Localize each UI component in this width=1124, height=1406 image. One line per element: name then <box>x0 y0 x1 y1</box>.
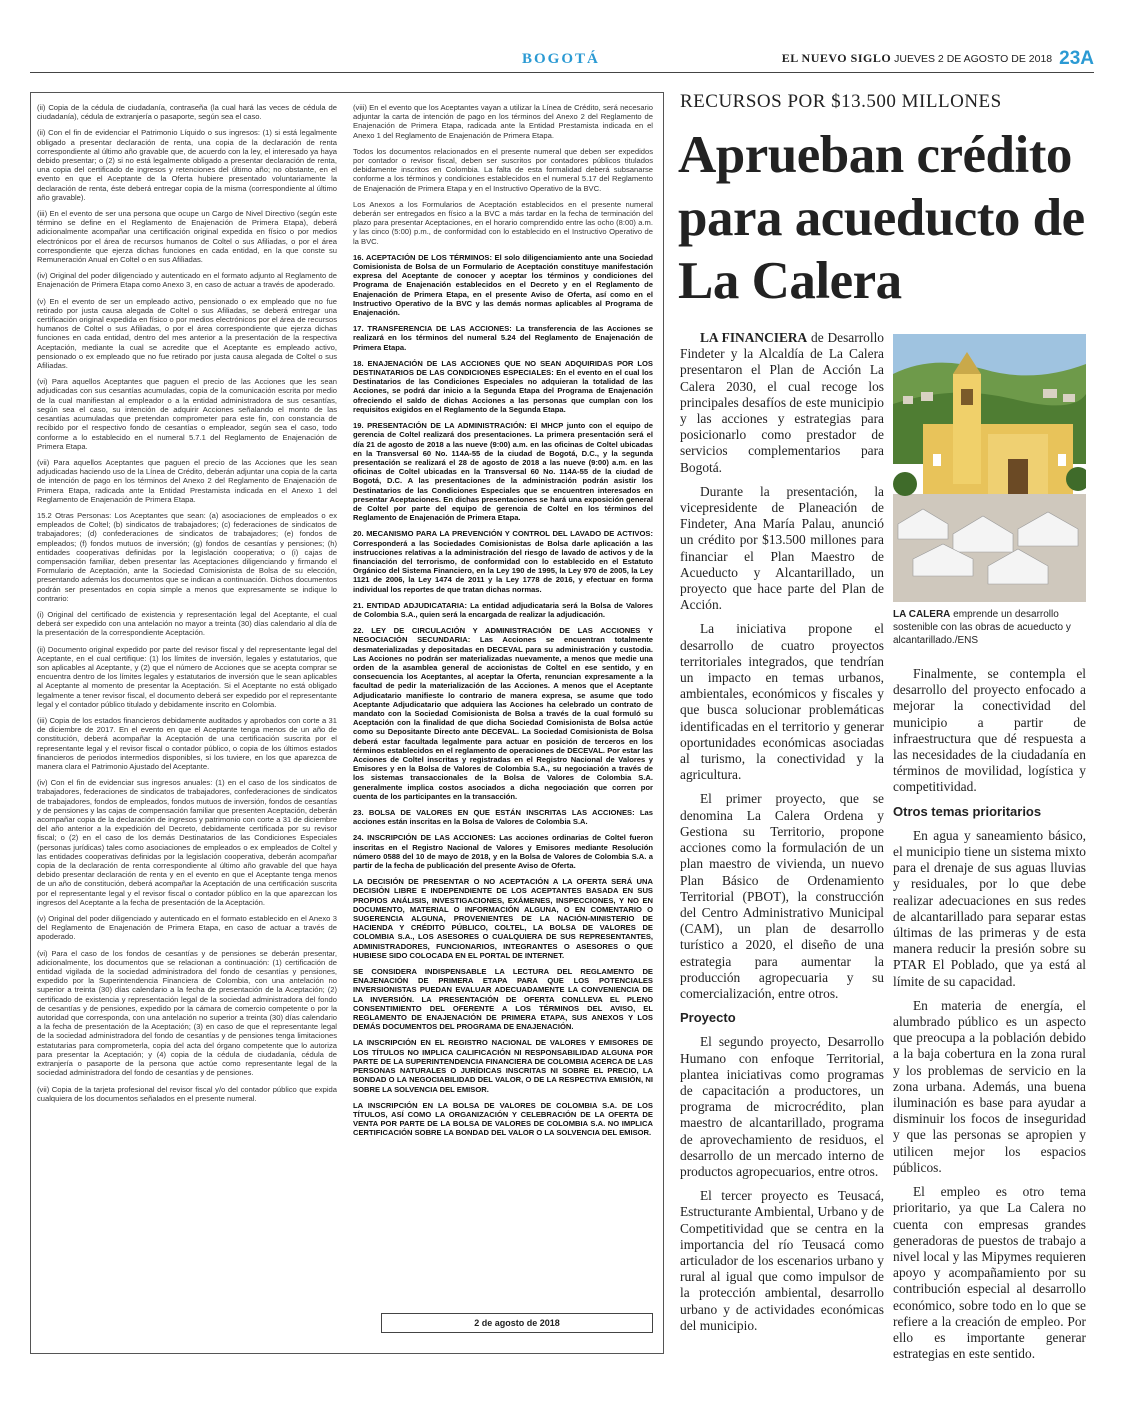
legal-paragraph: 22. LEY DE CIRCULACIÓN Y ADMINISTRACIÓN DE LAS ACCIONES Y NEGOCIACIÓN SECUNDARIA: Las Acciones se encuentran totalmente desmaterializadas y depositadas en DECEVAL para su administración y custodia. Las Acciones no podrán ser materializadas nuevamente, a menos que medie una orden de la asamblea general de accionistas de Coltel en ese sentido, y en consecuencia los Aceptantes, al aceptar la Oferta, renuncian expresamente a la facultad de pedir la materialización de las Acciones. A menos que el Aceptante Adjudicatario manifieste lo contrario de manera expresa, se asume que todo Aceptante Adjudicatario que adquiera las Acciones ha celebrado un contrato de mandato con la Sociedad Comisionista de Bolsa a través de la cual formuló su Aceptación con la finalidad de que dicha Sociedad Comisionista de Bolsa actúe como su Depositante Directo ante DECEVAL. La Sociedad Comisionista de Bolsa deberá estar facultada legalmente para actuar en posición de terceros en los términos establecidos en el reglamento de operaciones de DECEVAL. Por estar las Acciones de Coltel inscritas y registradas en el Registro Nacional de Valores y Emisores y en la Bolsa de Valores de Colombia S.A., su negociación a través de los sistemas transaccionales de la Bolsa de Valores de Colombia S.A. generalmente implica costos asociados a dicha negociación que corren por cuenta de los participantes en la transacción. <box>353 626 653 801</box>
legal-paragraph: Todos los documentos relacionados en el presente numeral que deben ser expedidos por contador o revisor fiscal, deben ser suscritos por contadores públicos titulados debidamente inscritos en Colombia. La falta de esta formalidad deberá subsanarse conforme a los términos y condiciones establecidos en el numeral 5.17 del Reglamento de Enajenación de Primera Etapa y en el Instructivo Operativo de la BVC. <box>353 146 653 193</box>
caption-text: emprende un desarrollo sostenible con las obras de acueducto y alcantarillado./ENS <box>893 609 1071 646</box>
legal-paragraph: 23. BOLSA DE VALORES EN QUE ESTÁN INSCRITAS LAS ACCIONES: Las acciones están inscritas en la Bolsa de Valores de Colombia S.A. <box>353 808 653 827</box>
subhead-proyecto: Proyecto <box>680 1010 736 1026</box>
article-paragraph: Durante la presentación, la vicepresidente de Planeación de Findeter, Ana María Palau, anunció un crédito por $13.500 millones para financiar el Plan Maestro de Acueducto y Alcantarillado, un proyecto que hace parte del Plan de Acción. <box>680 483 884 613</box>
article-paragraph: El primer proyecto, que se denomina La Calera Ordena y Gestiona su Territorio, propone acciones como la formulación de un plan maestro de vivienda, un nuevo Plan Básico de Ordenamiento Territorial (PBOT), la construcción del Centro Administrativo Municipal (CAM), un plan de desarrollo turístico a 2020, el diseño de una estrategia para aumentar la producción agropecuaria y su comercialización, entre otros. <box>680 791 884 1001</box>
article-paragraph: La iniciativa propone el desarrollo de cuatro proyectos territoriales integrados, que tendrían un impacto en temas urbanos, ambientales, económicos y fiscales y que busca solucionar problemáticas identificadas en el territorio y generar oportunidades económicas asociadas al turismo, la conectividad y la agricultura. <box>680 621 884 783</box>
article-photo <box>893 334 1086 602</box>
legal-paragraph: (v) Original del poder diligenciado y autenticado en el formato establecido en el Anexo 3 del Reglamento de Enajenación de Primera Etapa, en caso de actuar a través de apoderado. <box>37 914 337 942</box>
caption-lead: LA CALERA <box>893 609 951 620</box>
article-column-2 <box>893 666 1086 1370</box>
legal-paragraph: 19. PRESENTACIÓN DE LA ADMINISTRACIÓN: El MHCP junto con el equipo de gerencia de Coltel realizará dos presentaciones. La primera presentación será el día 21 de agosto de 2018 a las nueve (9:00) a.m. en las oficinas de Coltel ubicadas en la Transversal 60 No. 114A-55 de la ciudad de Bogotá, D.C., y la segunda presentación se realizará el 28 de agosto de 2018 a las nueve (9:00) a.m. en las oficinas de Coltel ubicadas en la Transversal 60 No. 114A-55 de la ciudad de Bogotá, D.C. A las presentaciones de la administración podrán asistir los Destinatarios de las Condiciones Especiales que se encuentren interesados en presentar Aceptaciones. En dichas presentaciones se hará una exposición general de Coltel por parte del equipo de gerencia de Coltel en los términos del Reglamento de Enajenación de Primera Etapa. <box>353 421 653 523</box>
legal-paragraph: (vi) Para aquellos Aceptantes que paguen el precio de las Acciones que les sean adjudicadas con sus cesantías acumuladas, copia de la comunicación escrita por medio de la cual manifiestan al empleador o a la entidad administradora de sus cesantías, según sea el caso, su intención de adquirir Acciones señalando el monto de las cesantías acumuladas que pretendan comprometer para este fin, con constancia de recibido por el respectivo fondo de cesantías o empleador, según sea el caso, todo conforme a lo establecido en el numeral 5.7.1 del Reglamento de Enajenación de Primera Etapa. <box>37 377 337 451</box>
legal-notice <box>30 92 664 1354</box>
legal-paragraph: 21. ENTIDAD ADJUDICATARIA: La entidad adjudicataria será la Bolsa de Valores de Colombia S.A., quien será la encargada de realizar la adjudicación. <box>353 600 653 619</box>
article-paragraph: En materia de energía, el alumbrado público es un aspecto que preocupa a la población debido a la baja cobertura en la zona rural y los problemas de servicio en la zona urbana. Además, una buena iluminación es base para ayudar a disminuir los focos de inseguridad y que las personas se apropien y utilicen mejor los espacios públicos. <box>893 997 1086 1175</box>
masthead-info <box>782 48 1094 70</box>
legal-paragraph: LA INSCRIPCIÓN EN LA BOLSA DE VALORES DE COLOMBIA S.A. DE LOS TÍTULOS, ASÍ COMO LA ORGANIZACIÓN Y CELEBRACIÓN DE LA OFERTA DE VENTA POR PARTE DE LA BOLSA DE VALORES DE COLOMBIA S.A. NO IMPLICA CERTIFICACIÓN SOBRE LA BONDAD DEL VALOR O LA SOLVENCIA DEL EMISOR. <box>353 1100 653 1138</box>
legal-paragraph: (i) Original del certificado de existencia y representación legal del Aceptante, el cual deberá ser expedido con una antelación no mayor a treinta (30) días calendario al día de la presentación de la correspondiente Aceptación. <box>37 609 337 638</box>
subhead-otros-temas: Otros temas prioritarios <box>893 803 1042 819</box>
legal-paragraph: 17. TRANSFERENCIA DE LAS ACCIONES: La transferencia de las Acciones se realizará en los términos del numeral 5.24 del Reglamento de Enajenación de Primera Etapa. <box>353 324 653 352</box>
legal-paragraph: (ii) Copia de la cédula de ciudadanía, contraseña (la cual hará las veces de cédula de ciudadanía), cédula de extranjería o pasaporte, según sea el caso. <box>37 103 337 122</box>
article-kicker: RECURSOS POR $13.500 MILLONES <box>680 91 1002 112</box>
issue-date: JUEVES 2 DE AGOSTO DE 2018 <box>894 53 1053 65</box>
legal-column-1 <box>37 103 337 1110</box>
legal-paragraph: (iii) En el evento de ser una persona que ocupe un Cargo de Nivel Directivo (según este término se define en el Reglamento de Enajenación de Primera Etapa), deberá adicionalmente acompañar una certificación original expedida en físico o por medios electrónicos por el área de recursos humanos de Coltel o sus Afiliadas, o por el área correspondiente que ejerza dichas funciones en cada entidad, en la que conste su Remuneración Anual en Coltel o en sus Afiliadas. <box>37 209 337 265</box>
legal-paragraph: 20. MECANISMO PARA LA PREVENCIÓN Y CONTROL DEL LAVADO DE ACTIVOS: Corresponderá a las Sociedades Comisionistas de Bolsa darle aplicación a las instrucciones relativas a la administración del riesgo de lavado de activos y de la financiación del terrorismo, de conformidad con lo establecido en el Estatuto Orgánico del Sistema Financiero, en la Ley 190 de 1995, la Ley 970 de 2005, la Ley 1121 de 2006, la Ley 1474 de 2011 y la Ley 1778 de 2016, y efectuar en forma individual los reportes de que tratan dichas normas. <box>353 529 653 594</box>
header-rule <box>30 72 1094 73</box>
legal-paragraph: 15.2 Otras Personas: Los Aceptantes que sean: (a) asociaciones de empleados o ex empleados de Coltel; (b) sindicatos de trabajadores; (c) federaciones de sindicatos de trabajadores; (d) confederaciones de sindicatos de trabajadores; (e) fondos de empleados; (f) fondos mutuos de inversión; (g) fondos de cesantías y pensiones; (h) entidades cooperativas definidas por la legislación cooperativa; o (i) cajas de compensación familiar, deben presentar las Aceptaciones diligenciando y firmando el Formulario de Aceptación, ante la Sociedad Comisionista de Bolsa de su elección, presentando además los documentos que se indican a continuación. Dichos documentos podrán ser presentados en copia simple a menos que expresamente se indique lo contrario: <box>37 510 337 603</box>
legal-paragraph: (vii) Copia de la tarjeta profesional del revisor fiscal y/o del contador público que expida cualquiera de los documentos señalados en el presente numeral. <box>37 1084 337 1103</box>
legal-paragraph: LA INSCRIPCIÓN EN EL REGISTRO NACIONAL DE VALORES Y EMISORES DE LOS TÍTULOS NO IMPLICA CALIFICACIÓN NI RESPONSABILIDAD ALGUNA POR PARTE DE LA SUPERINTENDENCIA FINANCIERA DE COLOMBIA ACERCA DE LAS PERSONAS NATURALES O JURÍDICAS INSCRITAS NI SOBRE EL PRECIO, LA BONDAD O LA NEGOCIABILIDAD DEL VALOR, O DE LA RESPECTIVA EMISIÓN, NI SOBRE LA SOLVENCIA DEL EMISOR. <box>353 1038 653 1094</box>
legal-paragraph: (iv) Original del poder diligenciado y autenticado en el formato adjunto al Reglamento de Enajenación de Primera Etapa como Anexo 3, en caso de actuar a través de apoderado. <box>37 271 337 290</box>
legal-column-2 <box>353 103 653 1145</box>
page-header <box>30 45 1094 77</box>
page-number: 23A <box>1059 48 1094 69</box>
legal-paragraph: 16. ACEPTACIÓN DE LOS TÉRMINOS: El solo diligenciamiento ante una Sociedad Comisionista de Bolsa de un Formulario de Aceptación constituye manifestación expresa del Aceptante de conocer y aceptar los términos y condiciones del Programa de Enajenación establecidos en el Decreto y en el Reglamento de Enajenación de Primera Etapa, en el presente Aviso de Oferta, así como en el Instructivo Operativo de la BVC y las demás normas aplicables al Programa de Enajenación. <box>353 252 653 318</box>
legal-paragraph: (vi) Para el caso de los fondos de cesantías y de pensiones se deberán presentar, adicionalmente, los documentos que se relacionan a continuación: (1) certificación de entidad vigilada de la sociedad administradora del fondo de cesantías y pensiones, expedido por la Superintendencia Financiera de Colombia, con una antelación no superior a treinta (30) días calendario a la fecha de presentación de la Aceptación; (2) certificado de existencia y representación legal de la sociedad administradora del fondo de cesantías y de pensiones, expedido por la cámara de comercio competente o por la autoridad que corresponda, con una antelación no superior a treinta (30) días calendario a la fecha de presentación de la Aceptación; (3) en caso de que el representante legal de la sociedad administradora del fondo de cesantías y de pensiones tenga limitaciones estatutarias para comprometerla, copia del acta del órgano competente que lo autoriza para presentar la Aceptación; y (4) copia de la cédula de ciudadanía, cédula de extranjería o pasaporte de la persona que actúe como representante legal de la sociedad administradora del fondo de cesantías y de pensiones. <box>37 948 337 1078</box>
article-paragraph: En agua y saneamiento básico, el municipio tiene un sistema mixto para el drenaje de sus aguas lluvias y residuales, por lo que debe realizar adecuaciones en sus redes de alcantarillado para separar estas últimas de las primeras y de esta manera reducir la presión sobre su PTAR El Poblado, que ya está al límite de su capacidad. <box>893 827 1086 989</box>
legal-paragraph: (ii) Con el fin de evidenciar el Patrimonio Líquido o sus ingresos: (1) si está legalmente obligado a presentar declaración de renta, una copia de la declaración de renta correspondiente al último año gravable que, de acuerdo con la ley, el interesado ya haya debido presentar; o (2) si no está legalmente obligado a presentar declaración de renta, una copia del certificado de ingresos y retenciones del último año; no obstante, en el evento en que el Aceptante de la Oferta hubiere presentado voluntariamente la declaración de renta, éste deberá entregar copia de la misma (correspondiente al último año gravable). <box>37 128 337 202</box>
notice-date-box: 2 de agosto de 2018 <box>381 1313 653 1333</box>
article-paragraph: El segundo proyecto, Desarrollo Humano con enfoque Territorial, plantea iniciativas como programas de capacitación a productores, un programa de microcrédito, plan maestro de alcantarillado, programa de aprovechamiento de residuos, el desarrollo de un mercado interno de productos agropecuarios, entre otros. <box>680 1034 884 1179</box>
legal-paragraph: (vii) Para aquellos Aceptantes que paguen el precio de las Acciones que les sean adjudicadas haciendo uso de la Línea de Crédito, deberán adjuntar una copia de la carta de intención de pago en los términos del Anexo 2 del Reglamento de Enajenación de Primera Etapa, radicada ante la Entidad Prestamista indicada en el Anexo 1 del Reglamento de Enajenación de Primera Etapa. <box>37 457 337 504</box>
legal-paragraph: SE CONSIDERA INDISPENSABLE LA LECTURA DEL REGLAMENTO DE ENAJENACIÓN DE PRIMERA ETAPA PARA QUE LOS POTENCIALES INVERSIONISTAS PUEDAN EVALUAR ADECUADAMENTE LA CONVENIENCIA DE LA INVERSIÓN. LA PRESENTACIÓN DE OFERTA CONLLEVA EL PLENO CONSENTIMIENTO DEL OFERENTE A LOS TÉRMINOS DEL AVISO, EL REGLAMENTO DE ENAJENACIÓN DE PRIMERA ETAPA, SUS ANEXOS Y LOS DEMÁS DOCUMENTOS DEL PROGRAMA DE ENAJENACIÓN. <box>353 967 653 1032</box>
article-paragraph: El empleo es otro tema prioritario, ya que La Calera no cuenta con empresas grandes generadoras de puestos de trabajo a nivel local y las Mipymes requieren apoyo y acompañamiento por su contribución especial al desarrollo económico, sobre todo en lo que se refiere a la creación de empleo. Por ello es importante generar estrategias en este sentido. <box>893 1184 1086 1362</box>
newspaper-name: EL NUEVO SIGLO <box>781 51 892 65</box>
article-paragraph: El tercer proyecto es Teusacá, Estructurante Ambiental, Urbano y de Competitividad que se centra en la importancia del río Teusacá como articulador de los escenarios urbano y rural al igual que como impulsor de la protección ambiental, desarrollo urbano y de actividades económicas del municipio. <box>680 1188 884 1333</box>
legal-paragraph: LA DECISIÓN DE PRESENTAR O NO ACEPTACIÓN A LA OFERTA SERÁ UNA DECISIÓN LIBRE E INDEPENDIENTE DE LOS ACEPTANTES BASADA EN SUS PROPIOS ANÁLISIS, INVESTIGACIONES, EXÁMENES, INSPECCIONES, Y NO EN DOCUMENTO, MATERIAL O INFORMACIÓN ALGUNA, O EN COMENTARIO O SUGERENCIA ALGUNA, PROVENIENTES DE LA NACIÓN-MINISTERIO DE HACIENDA Y CRÉDITO PÚBLICO, COLTEL, LA BOLSA DE VALORES DE COLOMBIA S.A., LOS ASESORES O CUALQUIERA DE SUS REPRESENTANTES, ADMINISTRADORES, FUNCIONARIOS, INTEGRANTES O ASESORES O QUE HUBIESE SIDO COLOCADA EN EL PORTAL DE INTERNET. <box>353 877 653 960</box>
legal-paragraph: (iii) Copia de los estados financieros debidamente auditados y aprobados con corte a 31 de diciembre de 2017. En el evento en que el Aceptante tenga menos de un año de constitución, deberá acompañar la Aceptación de una certificación suscrita por el representante legal y el revisor fiscal o contador público, o copia de los últimos estados financieros de periodos intermedios disponibles, si los tuviere, en los que aparezca de manera clara el Patrimonio Ajustado del Aceptante. <box>37 715 337 771</box>
legal-paragraph: (iv) Con el fin de evidenciar sus ingresos anuales: (1) en el caso de los sindicatos de trabajadores, federaciones de sindicatos de trabajadores, confederaciones de sindicatos de trabajadores, fondos de empleados, fondos mutuos de inversión, fondos de cesantías y de pensiones y las cajas de compensación familiar que presenten Aceptación, deberán acompañar copia de la declaración de ingresos y patrimonio con corte a 31 de diciembre del año anterior a la expedición del Decreto, debidamente certificada por su revisor fiscal; o (2) en el caso de los demás Destinatarios de las Condiciones Especiales (personas jurídicas) tales como asociaciones de empleados o ex empleados de Coltel y las entidades cooperativas definidas por la legislación cooperativa, deberán acompañar copia de la declaración de renta correspondiente al último año gravable del que haya debido presentar declaración de renta y en el evento en que el Aceptante tenga menos de un año de constitución, deberá acompañar la Aceptación de una certificación suscrita por el representante legal y el revisor fiscal o contador público en la que aparezcan los ingresos del Aceptante a la fecha de presentación de la Aceptación. <box>37 778 337 907</box>
legal-paragraph: (ii) Documento original expedido por parte del revisor fiscal y del representante legal del Aceptante, en el cual certifique: (1) los límites de inversión, legales y estatutarios, que son aplicables al Aceptante, y (2) que el número de Acciones que se acepta comprar se encuentra dentro de los límites legales y estatutarios de inversión que le sean aplicables al Aceptante al momento de presentar la Aceptación. Si el Aceptante no está obligado legalmente a tener revisor fiscal, el documento deberá ser expedido por el representante legal y el contador público titulado y debidamente inscrito en Colombia. <box>37 644 337 709</box>
legal-paragraph: (viii) En el evento que los Aceptantes vayan a utilizar la Línea de Crédito, será necesario adjuntar la carta de intención de pago en los términos del Anexo 2 del Reglamento de Enajenación de Primera Etapa, radicada ante la Entidad Prestamista indicada en el Anexo 1 del Reglamento de Enajenación de Primera Etapa. <box>353 103 653 140</box>
article-column-1 <box>680 330 884 1342</box>
photo-caption <box>893 608 1086 647</box>
legal-paragraph: 18. ENAJENACIÓN DE LAS ACCIONES QUE NO SEAN ADQUIRIDAS POR LOS DESTINATARIOS DE LAS CONDICIONES ESPECIALES: En el evento en el cual los Destinatarios de las Condiciones Especiales no adquieran la totalidad de las Acciones, se podrá dar inicio a la Segunda Etapa del Programa de Enajenación ofreciendo el saldo de dichas Acciones a las personas que cumplan con los requisitos exigidos en el Reglamento de la Segunda Etapa. <box>353 358 653 414</box>
section-name: BOGOTÁ <box>522 51 600 67</box>
legal-paragraph: Los Anexos a los Formularios de Aceptación establecidos en el presente numeral deberán ser entregados en físico a la BVC a más tardar en la fecha de terminación del plazo para presentar Aceptaciones, en el horario comprendido entre las ocho (8:00) a.m. y las cinco (5:00) p.m., de conformidad con lo establecido en el Instructivo Operativo de la BVC. <box>353 199 653 246</box>
legal-paragraph: 24. INSCRIPCIÓN DE LAS ACCIONES: Las acciones ordinarias de Coltel fueron inscritas en el Registro Nacional de Valores y Emisores mediante Resolución número 0588 del 10 de mayo de 2018, y en la Bolsa de Valores de Colombia S.A. a partir de la fecha de publicación del presente Aviso de Oferta. <box>353 833 653 871</box>
article-paragraph: Finalmente, se contempla el desarrollo del proyecto enfocado a mejorar la conectividad del municipio a partir de infraestructura que dé respuesta a las necesidades de la ciudadanía en términos de movilidad, logística y competitividad. <box>893 666 1086 795</box>
la-calera-photo-illustration <box>893 334 1086 602</box>
article-headline: Aprueban crédito para acueducto de La Calera <box>678 126 1085 310</box>
legal-paragraph: (v) En el evento de ser un empleado activo, pensionado o ex empleado que no fue retirado por justa causa alegada de Coltel o sus Afiliadas, se deberá entregar una certificación original expedida en físico o por medios electrónicos por el área de recursos humanos de Coltel o sus Afiliadas, o por el área correspondiente que ejerza dichas funciones en cada entidad, dentro del mes anterior a la presentación de la respectiva Aceptación, mediante la cual se acredite que el Aceptante es empleado activo, pensionado o ex empleado que no fue retirado por justa causa alegada de Coltel o sus Afiliadas. <box>37 296 337 371</box>
lead-in: LA FINANCIERA <box>700 330 808 345</box>
article-paragraph: LA FINANCIERA de Desarrollo Findeter y la Alcaldía de La Calera presentaron el Plan de Acción La Calera 2030, el cual recoge los principales desafíos de este municipio y las acciones y estrategias para posicionarlo como prestador de servicios complementarios para Bogotá. <box>680 330 885 475</box>
